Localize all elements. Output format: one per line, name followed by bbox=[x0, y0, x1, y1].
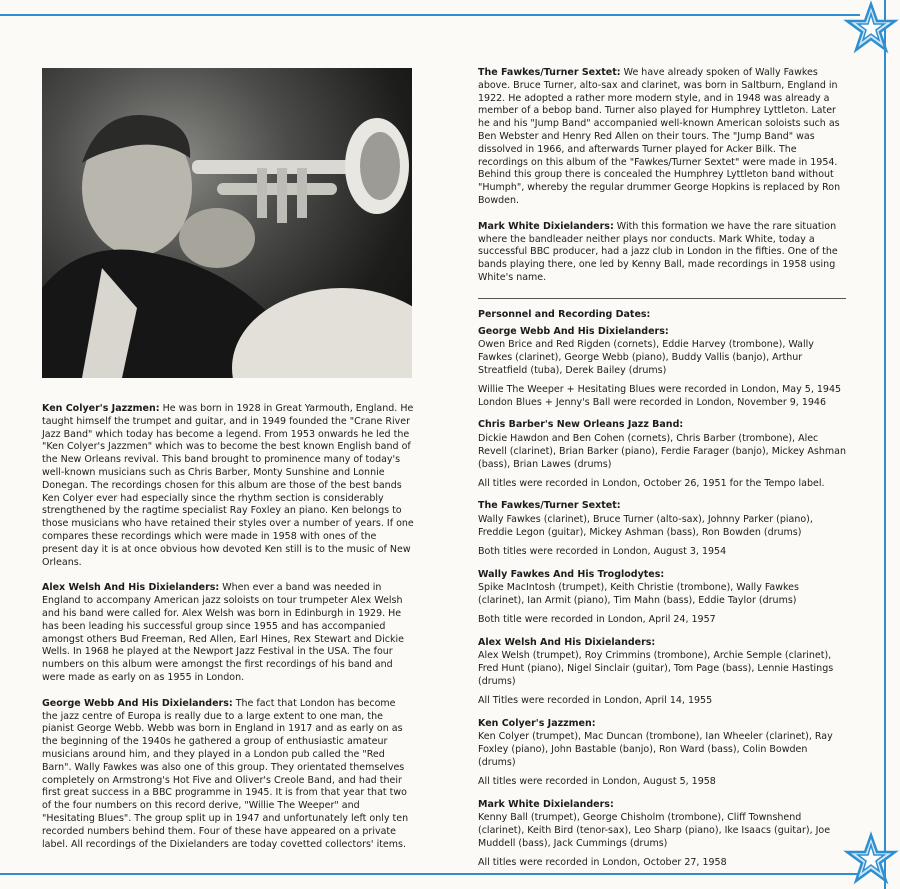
star-icon-top bbox=[842, 0, 900, 58]
band-lineup: Dickie Hawdon and Ben Cohen (cornets), Chris Barber (trombone), Alec Revell (clarinet), Brian Barker (piano), Ferdie Farager (banjo), Mickey Ashman (bass), Brian Lawes (drums) bbox=[478, 433, 846, 470]
band-lineup: Owen Brice and Red Rigden (cornets), Eddie Harvey (trombone), Wally Fawkes (clarinet), George Webb (piano), Buddy Vallis (banjo), Arthur Streatfield (tuba), Derek Bailey (drums) bbox=[478, 339, 814, 376]
section-divider bbox=[478, 298, 846, 299]
band-name: Ken Colyer's Jazzmen: bbox=[478, 717, 596, 729]
right-column bbox=[478, 67, 846, 880]
paragraph-george-webb bbox=[42, 698, 414, 852]
recording-dates: All titles were recorded in London, October 26, 1951 for the Tempo label. bbox=[478, 477, 825, 489]
recording-dates: Willie The Weeper + Hesitating Blues were recorded in London, May 5, 1945 London Blues + Jenny's Ball were recorded in London, November 9, 1946 bbox=[478, 383, 842, 408]
left-column bbox=[42, 403, 414, 864]
personnel-group bbox=[478, 569, 846, 627]
band-name: George Webb And His Dixielanders: bbox=[478, 325, 669, 337]
paragraph-text: When ever a band was needed in England to accompany American jazz soloists on tour trumpeter Alex Welsh and his band were called for. Alex Welsh was born in Edinburgh in 1929. He has been leading his successful group since 1955 and has accompanied amongst others Bud Freeman, Red Allen, Earl Hines, Rex Stewart and Dickie Wells. In 1968 he played at the Newport Jazz Festival in the USA. The four numbers on this album were amongst the first recordings of his band and were made as early on as 1955 in London. bbox=[42, 582, 404, 683]
band-name: The Fawkes/Turner Sextet: bbox=[478, 500, 621, 512]
personnel-group bbox=[478, 637, 846, 708]
paragraph-text: He was born in 1928 in Great Yarmouth, England. He taught himself the trumpet and guitar, and in 1949 founded the "Crane River Jazz Band" which today has become a legend. From 1953 onwards he led the "Ken Colyer's Jazzmen" which was to become the best known English band of the New Orleans revival. This band brought to prominence many of today's well-known musicians such as Chris Barber, Monty Sunshine and Lonnie Donegan. The recordings chosen for this album are those of the best bands Ken Colyer ever had especially since the rhythm section is considerably strengthened by the ragtime specialist Ray Foxley an piano. Ken belongs to those musicians who have retained their styles over a number of years. If one compares these recordings which were made in 1958 with ones of the present day it is at once obvious how devoted Ken still is to the music of New Orleans. bbox=[42, 403, 414, 568]
paragraph-ken-colyer bbox=[42, 403, 414, 569]
band-lineup: Alex Welsh (trumpet), Roy Crimmins (trombone), Archie Semple (clarinet), Fred Hunt (piano), Nigel Sinclair (guitar), Tom Page (bass), Lennie Hastings (drums) bbox=[478, 650, 834, 688]
personnel-group bbox=[478, 718, 846, 789]
paragraph-fawkes-turner bbox=[478, 67, 846, 208]
paragraph-text: We have already spoken of Wally Fawkes above. Bruce Turner, alto-sax and clarinet, was born in Saltburn, England in 1922. He adopted a rather more modern style, and in 1948 was already a member of a bebop band. Turner also played for Humphrey Lyttleton. Later he and his "Jump Band" accompanied well-known American soloists such as Ben Webster and Henry Red Allen on their tours. The "Jump Band" was dissolved in 1966, and afterwards Turner played for Acker Bilk. The recordings on this album of the "Fawkes/Turner Sextet" were made in 1954. Behind this group there is concealed the Humphrey Lyttleton band without "Humph", whereby the regular drummer George Hopkins is replaced by Ron Bowden. bbox=[478, 67, 841, 206]
paragraph-heading: Alex Welsh And His Dixielanders: bbox=[42, 582, 220, 594]
personnel-group bbox=[478, 419, 846, 490]
trumpet-player-photo bbox=[42, 68, 412, 378]
band-lineup: Wally Fawkes (clarinet), Bruce Turner (alto-sax), Johnny Parker (piano), Freddie Legon (guitar), Mickey Ashman (bass), Ron Bowden (drums) bbox=[478, 514, 813, 538]
personnel-title: Personnel and Recording Dates: bbox=[478, 308, 651, 320]
paragraph-heading: The Fawkes/Turner Sextet: bbox=[478, 67, 621, 78]
recording-dates: Both title were recorded in London, April 24, 1957 bbox=[478, 613, 716, 625]
personnel-group bbox=[478, 500, 846, 558]
band-name: Mark White Dixielanders: bbox=[478, 798, 614, 810]
star-icon-bottom bbox=[842, 831, 900, 889]
band-lineup: Spike MacIntosh (trumpet), Keith Christie (trombone), Wally Fawkes (clarinet), Ian Armit (piano), Tim Mahn (bass), Eddie Taylor (drums) bbox=[478, 582, 799, 607]
recording-dates: All Titles were recorded in London, April 14, 1955 bbox=[478, 694, 713, 706]
paragraph-mark-white bbox=[478, 221, 846, 285]
paragraph-text: With this formation we have the rare situation where the bandleader neither plays nor conducts. Mark White, today a successful BBC producer, had a jazz club in London in the fifties. One of the bands playing there, one led by Kenny Ball, made recordings in 1958 using White's name. bbox=[478, 220, 838, 283]
personnel-group bbox=[478, 326, 846, 410]
paragraph-alex-welsh bbox=[42, 582, 414, 684]
recording-dates: Both titles were recorded in London, August 3, 1954 bbox=[478, 545, 727, 557]
band-lineup: Ken Colyer (trumpet), Mac Duncan (trombone), Ian Wheeler (clarinet), Ray Foxley (piano), John Bastable (banjo), Ron Ward (bass), Colin Bowden (drums) bbox=[478, 731, 833, 769]
paragraph-heading: George Webb And His Dixielanders: bbox=[42, 697, 233, 709]
recording-dates: All titles were recorded in London, October 27, 1958 bbox=[478, 856, 727, 868]
paragraph-heading: Ken Colyer's Jazzmen: bbox=[42, 403, 160, 414]
personnel-group bbox=[478, 799, 846, 870]
paragraph-text: The fact that London has become the jazz centre of Europa is really due to a large extent to one man, the pianist George Webb. Webb was born in England in 1917 and as early on as the beginning of the 1940s he gathered a group of enthusiastic amateur musicians around him, and they played in a London pub called the "Red Barn". Wally Fawkes was also one of this group. They orientated themselves completely on Armstrong's Hot Five and Oliver's Creole Band, and had their first great success in a BBC programme in 1945. It is from that year that two of the four numbers on this record derive, "Willie The Weeper" and "Hesitating Blues". The group split up in 1947 and unfortunately left only ten recorded numbers behind them. Four of these have appeared on a private label. All recordings of the Dixielanders are today covetted collectors' items. bbox=[42, 697, 409, 850]
band-name: Chris Barber's New Orleans Jazz Band: bbox=[478, 419, 684, 431]
frame-right-border bbox=[884, 0, 886, 889]
paragraph-heading: Mark White Dixielanders: bbox=[478, 220, 614, 232]
band-lineup: Kenny Ball (trumpet), George Chisholm (trombone), Cliff Townshend (clarinet), Keith Bird (tenor-sax), Leo Sharp (piano), Ike Isaacs (guitar), Joe Muddell (bass), Jack Cummings (drums) bbox=[478, 812, 831, 850]
recording-dates: All titles were recorded in London, August 5, 1958 bbox=[478, 775, 716, 787]
band-name: Wally Fawkes And His Troglodytes: bbox=[478, 568, 665, 580]
frame-top-border bbox=[0, 14, 860, 16]
band-name: Alex Welsh And His Dixielanders: bbox=[478, 636, 656, 648]
